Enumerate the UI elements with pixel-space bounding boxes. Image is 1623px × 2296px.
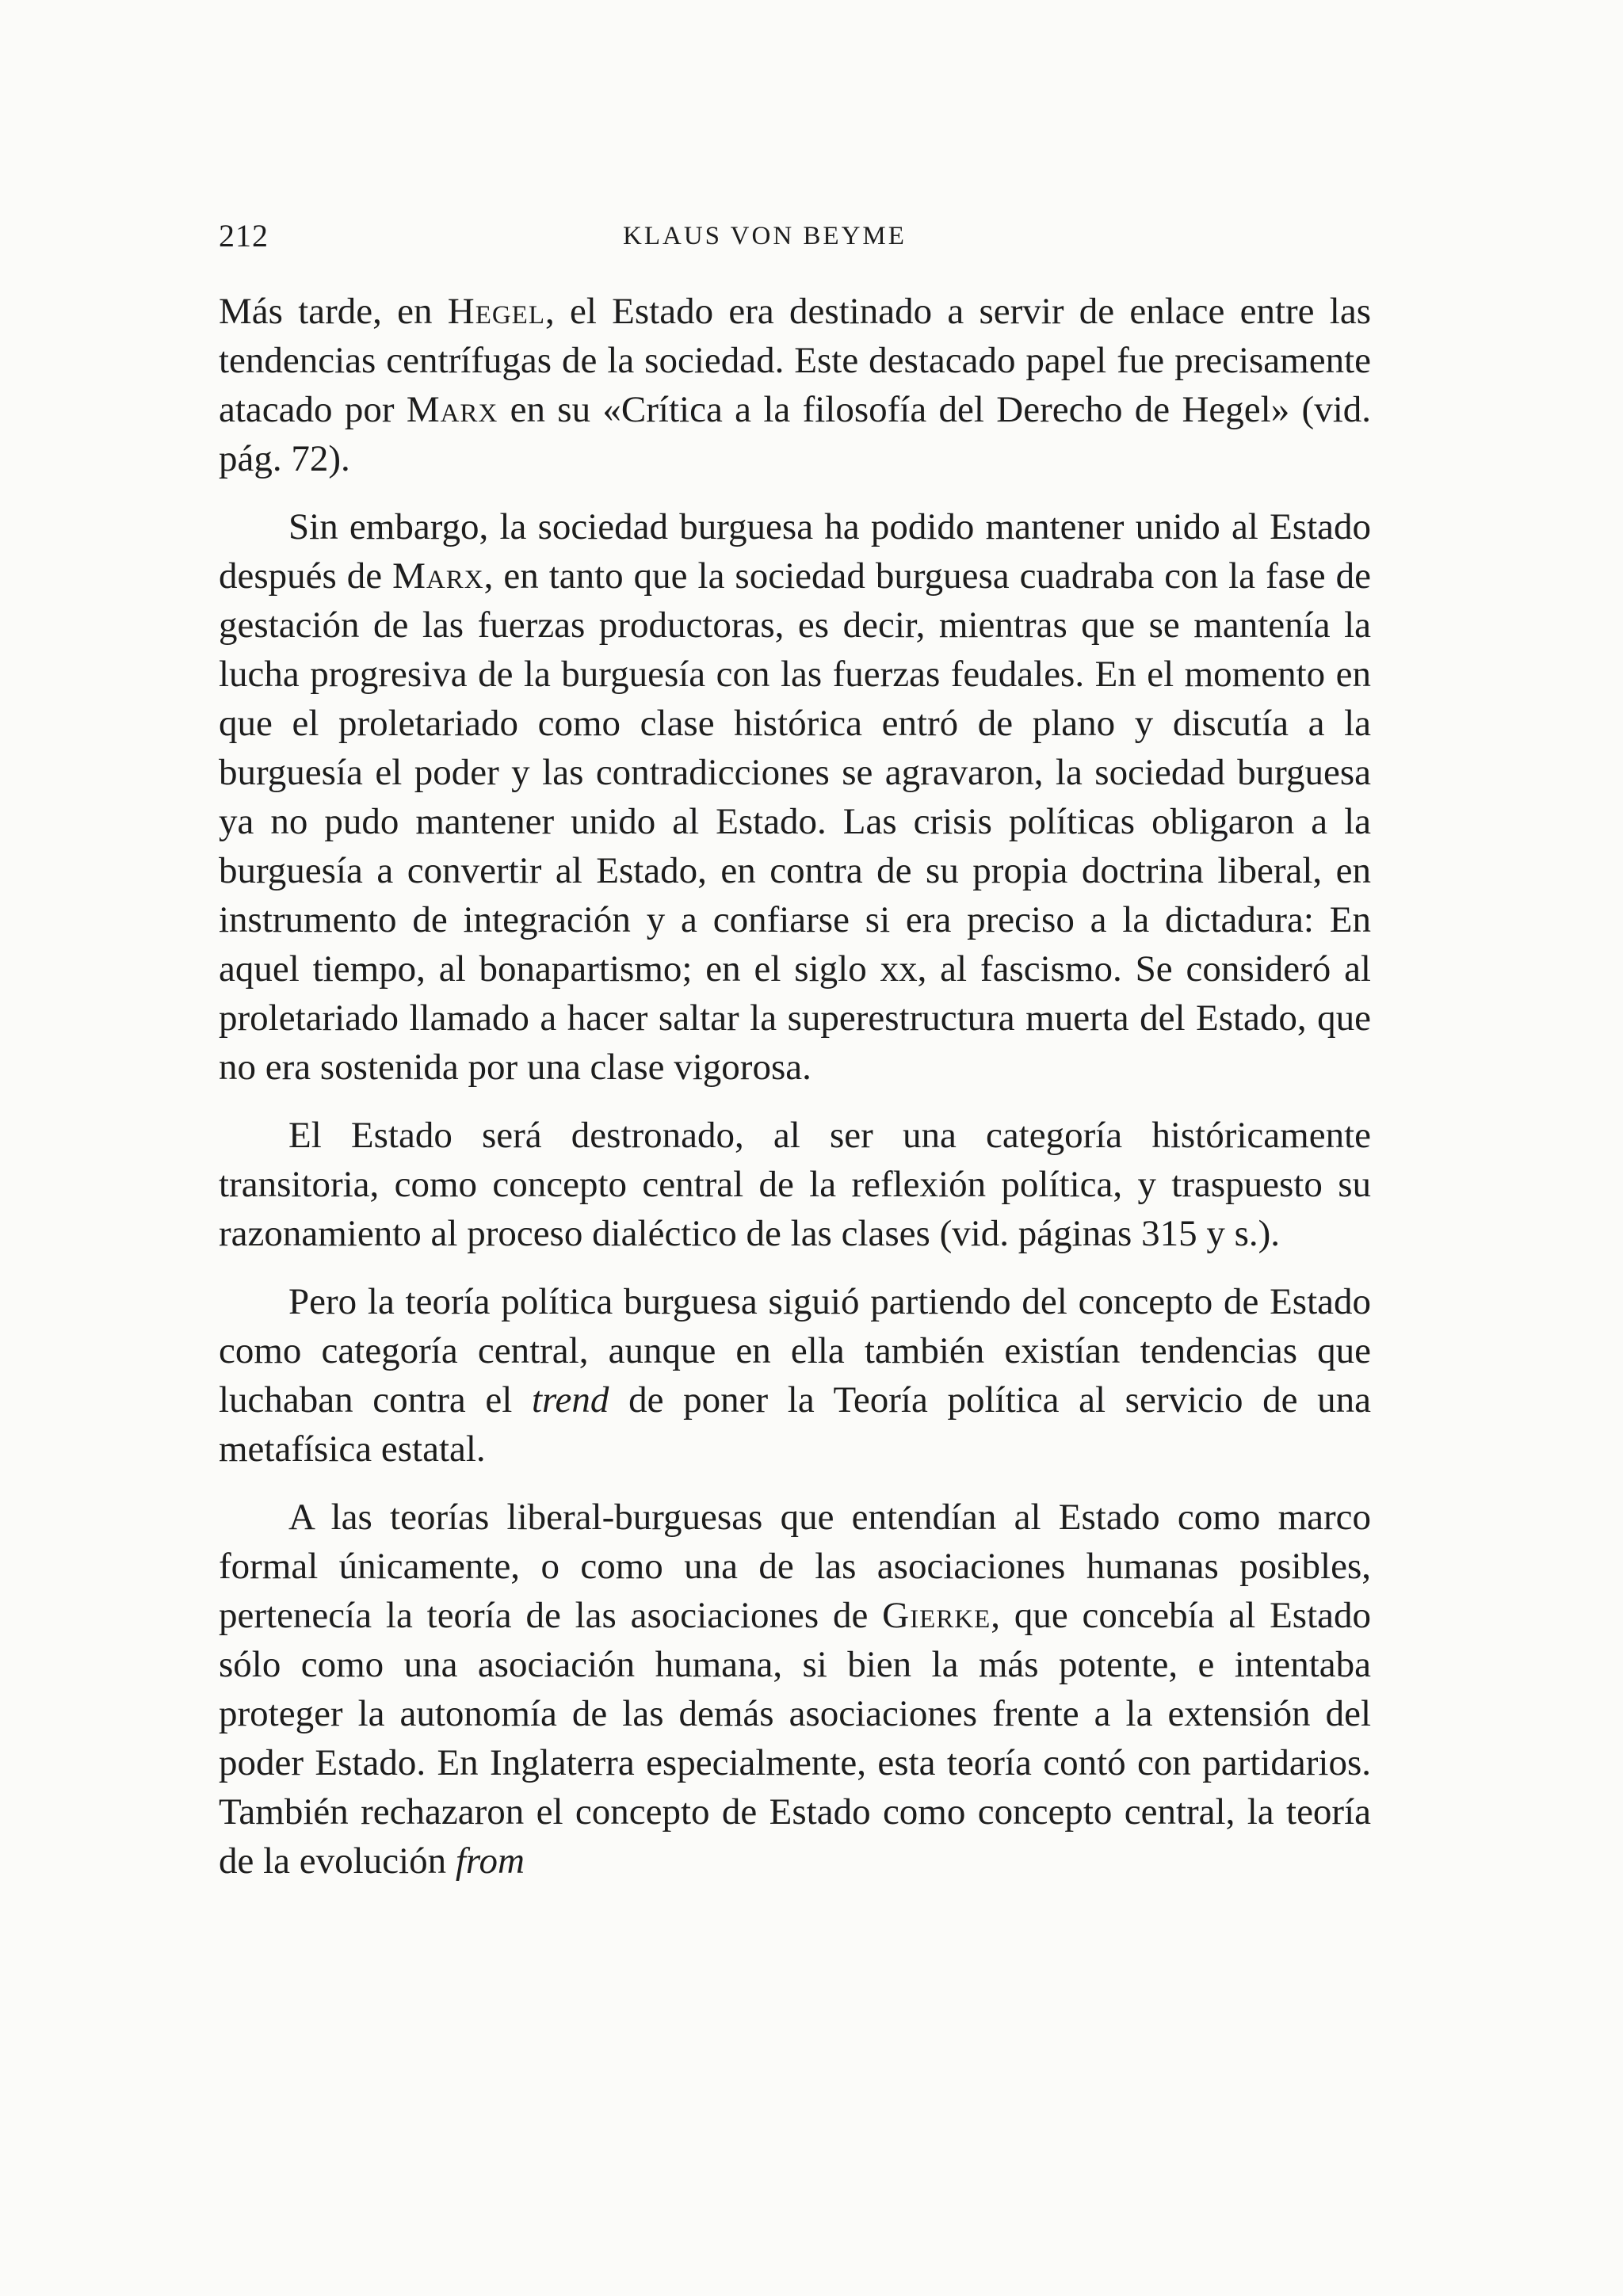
paragraph-5: A las teorías liberal-burguesas que entendían al Estado como marco formal únicamente, o como una de las asociaciones humanas posibles, pertenecía la teoría de las asociaciones de Gierke, que concebía al Estado sólo como una asociación humana, si bien la más potente, e intentaba proteger la autonomía de las demás asociaciones frente a la extensión del poder Estado. En Inglaterra especialmente, esta teoría contó con partidarios. También rechazaron el concepto de Estado como concepto central, la teoría de la evolución from — [219, 1497, 1371, 1882]
paragraph-3: El Estado será destronado, al ser una categoría históricamente transitoria, como concepto central de la reflexión política, y traspuesto su razonamiento al proceso dialéctico de las clases (vid. páginas 315 y s.). — [219, 1115, 1371, 1254]
text-body — [219, 287, 1371, 1905]
paragraph-4: Pero la teoría política burguesa siguió partiendo del concepto de Estado como categoría central, aunque en ella también existían tendencias que luchaban contra el trend de poner la Teoría política al servicio de una metafísica estatal. — [219, 1281, 1371, 1470]
italic-term-trend: trend — [531, 1379, 609, 1421]
running-head: KLAUS VON BEYME — [623, 222, 907, 250]
italic-term-from: from — [455, 1840, 525, 1882]
author-name-marx: Marx — [392, 555, 484, 597]
page-header — [219, 212, 1371, 260]
page-number: 212 — [219, 218, 269, 254]
paragraph-2: Sin embargo, la sociedad burguesa ha podido mantener unido al Estado después de Marx, en tanto que la sociedad burguesa cuadraba con la fase de gestación de las fuerzas productoras, es decir, mientras que se mantenía la lucha progresiva de la burguesía con las fuerzas feudales. En el momento en que el proletariado como clase histórica entró de plano y discutía a la burguesía el poder y las contradicciones se agravaron, la sociedad burguesa ya no pudo mantener unido al Estado. Las crisis políticas obligaron a la burguesía a convertir al Estado, en contra de su propia doctrina liberal, en instrumento de integración y a confiarse si era preciso a la dictadura: En aquel tiempo, al bonapartismo; en el siglo xx, al fascismo. Se consideró al proletariado llamado a hacer saltar la superestructura muerta del Estado, que no era sostenida por una clase vigorosa. — [219, 506, 1371, 1088]
author-name-gierke: Gierke — [882, 1595, 991, 1636]
author-name-marx: Marx — [406, 389, 498, 430]
paragraph-1: Más tarde, en Hegel, el Estado era destinado a servir de enlace entre las tendencias centrífugas de la sociedad. Este destacado papel fue precisamente atacado por Marx en su «Crítica a la filosofía del Derecho de Hegel» (vid. pág. 72). — [219, 291, 1372, 479]
author-name-hegel: Hegel — [447, 291, 545, 332]
